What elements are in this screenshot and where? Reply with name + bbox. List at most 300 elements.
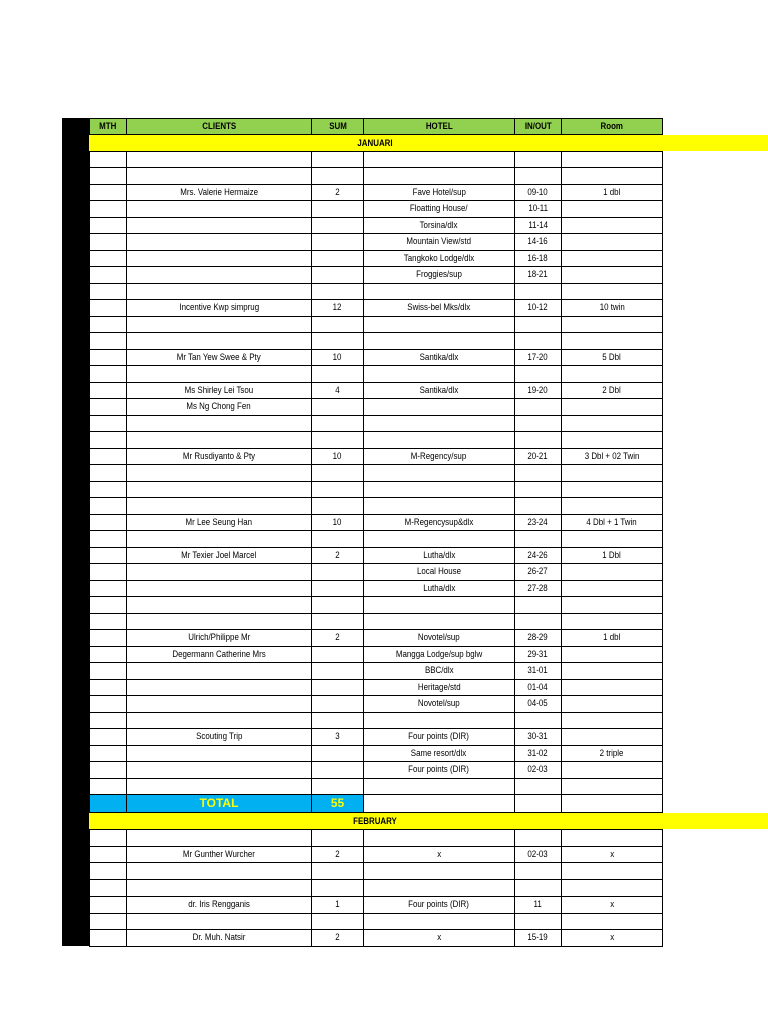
cell-hotel[interactable] (363, 448, 515, 465)
cell-in-out[interactable] (514, 398, 562, 415)
cell-sum[interactable] (311, 613, 364, 630)
cell-clients[interactable] (126, 481, 312, 498)
table-row (89, 332, 662, 349)
cell-clients[interactable] (126, 846, 312, 864)
cell-text: 1 (335, 898, 340, 909)
cell-sum[interactable] (311, 728, 364, 745)
cell-sum[interactable] (311, 646, 364, 663)
cell-clients[interactable] (126, 761, 312, 778)
cell-room[interactable] (561, 530, 663, 547)
cell-in-out[interactable] (514, 184, 562, 201)
cell-clients[interactable] (126, 332, 312, 349)
cell-room[interactable] (561, 200, 663, 217)
cell-in-out[interactable] (514, 913, 562, 931)
cell-clients[interactable] (126, 382, 312, 399)
cell-room[interactable] (561, 167, 663, 184)
cell-mth[interactable] (89, 596, 127, 613)
cell-text: 04-05 (527, 698, 549, 709)
cell-hotel[interactable] (363, 913, 515, 931)
cell-room[interactable] (561, 233, 663, 250)
cell-sum[interactable] (311, 431, 364, 448)
cell-in-out[interactable] (514, 662, 562, 679)
cell-mth[interactable] (89, 200, 127, 217)
cell-room[interactable] (561, 299, 663, 316)
cell-in-out[interactable] (514, 613, 562, 630)
cell-in-out[interactable] (514, 846, 562, 864)
cell-clients[interactable] (126, 266, 312, 283)
cell-hotel[interactable] (363, 299, 515, 316)
cell-text: dr. Iris Rengganis (188, 898, 250, 909)
total-mth-cell[interactable] (89, 794, 127, 813)
cell-room[interactable] (561, 217, 663, 234)
cell-mth[interactable] (89, 233, 127, 250)
cell-sum[interactable] (311, 250, 364, 267)
cell-room[interactable] (561, 365, 663, 382)
cell-sum[interactable] (311, 530, 364, 547)
cell-room[interactable] (561, 896, 663, 914)
cell-sum[interactable] (311, 283, 364, 300)
cell-sum[interactable] (311, 217, 364, 234)
cell-room[interactable] (561, 332, 663, 349)
cell-mth[interactable] (89, 712, 127, 729)
cell-in-out[interactable] (514, 200, 562, 217)
cell-hotel[interactable] (363, 745, 515, 762)
cell-hotel[interactable] (363, 514, 515, 531)
cell-room[interactable] (561, 283, 663, 300)
cell-room[interactable] (561, 563, 663, 580)
cell-hotel[interactable] (363, 761, 515, 778)
cell-in-out[interactable] (514, 151, 562, 168)
cell-clients[interactable] (126, 679, 312, 696)
cell-room[interactable] (561, 514, 663, 531)
cell-mth[interactable] (89, 862, 127, 880)
cell-clients[interactable] (126, 896, 312, 914)
column-header-room[interactable] (561, 118, 663, 135)
cell-mth[interactable] (89, 217, 127, 234)
cell-mth[interactable] (89, 365, 127, 382)
cell-room[interactable] (561, 151, 663, 168)
cell-hotel[interactable] (363, 398, 515, 415)
cell-room[interactable] (561, 662, 663, 679)
cell-room[interactable] (561, 382, 663, 399)
column-header-in-out[interactable] (514, 118, 562, 135)
cell-sum[interactable] (311, 151, 364, 168)
table-row (89, 266, 662, 283)
cell-room[interactable] (561, 481, 663, 498)
cell-mth[interactable] (89, 846, 127, 864)
cell-mth[interactable] (89, 250, 127, 267)
cell-mth[interactable] (89, 415, 127, 432)
cell-in-out[interactable] (514, 896, 562, 914)
cell-sum[interactable] (311, 629, 364, 646)
cell-mth[interactable] (89, 580, 127, 597)
cell-mth[interactable] (89, 184, 127, 201)
cell-room[interactable] (561, 712, 663, 729)
cell-text: 1 dbl (603, 632, 621, 643)
cell-mth[interactable] (89, 761, 127, 778)
cell-clients[interactable] (126, 580, 312, 597)
cell-hotel[interactable] (363, 862, 515, 880)
cell-room[interactable] (561, 913, 663, 931)
cell-hotel[interactable] (363, 349, 515, 366)
cell-clients[interactable] (126, 398, 312, 415)
cell-room[interactable] (561, 398, 663, 415)
cell-clients[interactable] (126, 464, 312, 481)
cell-mth[interactable] (89, 879, 127, 897)
cell-hotel[interactable] (363, 530, 515, 547)
cell-room[interactable] (561, 778, 663, 795)
cell-clients[interactable] (126, 563, 312, 580)
cell-in-out[interactable] (514, 233, 562, 250)
cell-clients[interactable] (126, 728, 312, 745)
cell-in-out[interactable] (514, 580, 562, 597)
cell-clients[interactable] (126, 514, 312, 531)
cell-clients[interactable] (126, 299, 312, 316)
cell-clients[interactable] (126, 283, 312, 300)
cell-sum[interactable] (311, 778, 364, 795)
cell-room[interactable] (561, 266, 663, 283)
cell-in-out[interactable] (514, 382, 562, 399)
cell-in-out[interactable] (514, 879, 562, 897)
cell-hotel[interactable] (363, 613, 515, 630)
cell-room[interactable] (561, 580, 663, 597)
cell-hotel[interactable] (363, 167, 515, 184)
cell-mth[interactable] (89, 896, 127, 914)
total-room-cell[interactable] (561, 794, 663, 813)
cell-mth[interactable] (89, 167, 127, 184)
cell-clients[interactable] (126, 250, 312, 267)
cell-clients[interactable] (126, 431, 312, 448)
cell-clients[interactable] (126, 745, 312, 762)
cell-hotel[interactable] (363, 184, 515, 201)
cell-room[interactable] (561, 761, 663, 778)
cell-hotel[interactable] (363, 829, 515, 847)
cell-hotel[interactable] (363, 929, 515, 947)
cell-hotel[interactable] (363, 266, 515, 283)
cell-sum[interactable] (311, 299, 364, 316)
cell-in-out[interactable] (514, 646, 562, 663)
cell-in-out[interactable] (514, 596, 562, 613)
cell-room[interactable] (561, 829, 663, 847)
cell-sum[interactable] (311, 200, 364, 217)
cell-sum[interactable] (311, 896, 364, 914)
cell-in-out[interactable] (514, 349, 562, 366)
cell-room[interactable] (561, 879, 663, 897)
cell-sum[interactable] (311, 596, 364, 613)
cell-in-out[interactable] (514, 464, 562, 481)
cell-in-out[interactable] (514, 563, 562, 580)
cell-clients[interactable] (126, 695, 312, 712)
cell-room[interactable] (561, 250, 663, 267)
cell-clients[interactable] (126, 233, 312, 250)
cell-hotel[interactable] (363, 846, 515, 864)
cell-sum[interactable] (311, 712, 364, 729)
cell-in-out[interactable] (514, 365, 562, 382)
cell-room[interactable] (561, 431, 663, 448)
cell-mth[interactable] (89, 745, 127, 762)
cell-mth[interactable] (89, 662, 127, 679)
cell-mth[interactable] (89, 829, 127, 847)
cell-text: Mr Tan Yew Swee & Pty (177, 351, 261, 362)
cell-room[interactable] (561, 464, 663, 481)
table-row (89, 613, 662, 630)
cell-in-out[interactable] (514, 448, 562, 465)
cell-room[interactable] (561, 349, 663, 366)
cell-mth[interactable] (89, 398, 127, 415)
cell-mth[interactable] (89, 778, 127, 795)
column-header-hotel[interactable] (363, 118, 515, 135)
cell-mth[interactable] (89, 514, 127, 531)
column-header-sum[interactable] (311, 118, 364, 135)
cell-in-out[interactable] (514, 629, 562, 646)
cell-in-out[interactable] (514, 728, 562, 745)
cell-mth[interactable] (89, 929, 127, 947)
cell-clients[interactable] (126, 530, 312, 547)
cell-sum[interactable] (311, 167, 364, 184)
cell-clients[interactable] (126, 596, 312, 613)
cell-clients[interactable] (126, 862, 312, 880)
cell-room[interactable] (561, 846, 663, 864)
cell-sum[interactable] (311, 448, 364, 465)
cell-clients[interactable] (126, 349, 312, 366)
cell-in-out[interactable] (514, 829, 562, 847)
cell-in-out[interactable] (514, 862, 562, 880)
cell-mth[interactable] (89, 497, 127, 514)
cell-mth[interactable] (89, 431, 127, 448)
cell-sum[interactable] (311, 233, 364, 250)
cell-in-out[interactable] (514, 299, 562, 316)
cell-sum[interactable] (311, 514, 364, 531)
cell-sum[interactable] (311, 398, 364, 415)
cell-room[interactable] (561, 613, 663, 630)
cell-clients[interactable] (126, 879, 312, 897)
cell-hotel[interactable] (363, 629, 515, 646)
cell-in-out[interactable] (514, 332, 562, 349)
cell-text: 2 (335, 549, 340, 560)
cell-hotel[interactable] (363, 233, 515, 250)
cell-sum[interactable] (311, 761, 364, 778)
cell-clients[interactable] (126, 184, 312, 201)
cell-sum[interactable] (311, 679, 364, 696)
cell-mth[interactable] (89, 629, 127, 646)
cell-sum[interactable] (311, 862, 364, 880)
cell-mth[interactable] (89, 728, 127, 745)
cell-in-out[interactable] (514, 167, 562, 184)
column-header-mth[interactable] (89, 118, 127, 135)
cell-clients[interactable] (126, 415, 312, 432)
cell-in-out[interactable] (514, 530, 562, 547)
cell-sum[interactable] (311, 547, 364, 564)
column-header-clients[interactable] (126, 118, 312, 135)
cell-clients[interactable] (126, 547, 312, 564)
cell-sum[interactable] (311, 415, 364, 432)
cell-room[interactable] (561, 415, 663, 432)
cell-hotel[interactable] (363, 250, 515, 267)
cell-in-out[interactable] (514, 415, 562, 432)
cell-mth[interactable] (89, 646, 127, 663)
cell-hotel[interactable] (363, 646, 515, 663)
cell-hotel[interactable] (363, 580, 515, 597)
cell-hotel[interactable] (363, 332, 515, 349)
cell-hotel[interactable] (363, 151, 515, 168)
cell-sum[interactable] (311, 497, 364, 514)
cell-hotel[interactable] (363, 563, 515, 580)
cell-hotel[interactable] (363, 382, 515, 399)
cell-clients[interactable] (126, 316, 312, 333)
cell-mth[interactable] (89, 464, 127, 481)
cell-hotel[interactable] (363, 217, 515, 234)
cell-clients[interactable] (126, 913, 312, 931)
cell-mth[interactable] (89, 448, 127, 465)
total-label-cell[interactable] (126, 794, 312, 813)
cell-hotel[interactable] (363, 728, 515, 745)
cell-hotel[interactable] (363, 879, 515, 897)
cell-room[interactable] (561, 448, 663, 465)
cell-hotel[interactable] (363, 778, 515, 795)
cell-sum[interactable] (311, 829, 364, 847)
cell-hotel[interactable] (363, 283, 515, 300)
cell-in-out[interactable] (514, 679, 562, 696)
cell-in-out[interactable] (514, 712, 562, 729)
cell-hotel[interactable] (363, 662, 515, 679)
cell-clients[interactable] (126, 200, 312, 217)
cell-mth[interactable] (89, 332, 127, 349)
cell-clients[interactable] (126, 646, 312, 663)
cell-sum[interactable] (311, 382, 364, 399)
cell-hotel[interactable] (363, 896, 515, 914)
cell-sum[interactable] (311, 929, 364, 947)
cell-hotel[interactable] (363, 695, 515, 712)
cell-room[interactable] (561, 862, 663, 880)
cell-room[interactable] (561, 695, 663, 712)
cell-room[interactable] (561, 646, 663, 663)
cell-sum[interactable] (311, 464, 364, 481)
cell-mth[interactable] (89, 283, 127, 300)
cell-clients[interactable] (126, 829, 312, 847)
cell-sum[interactable] (311, 913, 364, 931)
cell-in-out[interactable] (514, 547, 562, 564)
cell-room[interactable] (561, 629, 663, 646)
cell-clients[interactable] (126, 167, 312, 184)
cell-hotel[interactable] (363, 365, 515, 382)
cell-sum[interactable] (311, 481, 364, 498)
cell-in-out[interactable] (514, 250, 562, 267)
total-value-cell[interactable] (311, 794, 364, 813)
cell-in-out[interactable] (514, 514, 562, 531)
cell-mth[interactable] (89, 695, 127, 712)
cell-in-out[interactable] (514, 745, 562, 762)
cell-room[interactable] (561, 728, 663, 745)
cell-clients[interactable] (126, 497, 312, 514)
cell-in-out[interactable] (514, 283, 562, 300)
cell-sum[interactable] (311, 563, 364, 580)
cell-text: 01-04 (527, 681, 549, 692)
cell-text: 24-26 (527, 549, 549, 560)
cell-sum[interactable] (311, 332, 364, 349)
cell-mth[interactable] (89, 679, 127, 696)
cell-room[interactable] (561, 547, 663, 564)
cell-clients[interactable] (126, 365, 312, 382)
cell-in-out[interactable] (514, 431, 562, 448)
cell-clients[interactable] (126, 778, 312, 795)
cell-hotel[interactable] (363, 316, 515, 333)
cell-room[interactable] (561, 497, 663, 514)
cell-text: x (610, 898, 614, 909)
cell-room[interactable] (561, 929, 663, 947)
cell-hotel[interactable] (363, 679, 515, 696)
cell-clients[interactable] (126, 217, 312, 234)
cell-room[interactable] (561, 745, 663, 762)
cell-sum[interactable] (311, 695, 364, 712)
cell-sum[interactable] (311, 184, 364, 201)
cell-room[interactable] (561, 596, 663, 613)
cell-sum[interactable] (311, 745, 364, 762)
cell-sum[interactable] (311, 580, 364, 597)
cell-mth[interactable] (89, 299, 127, 316)
cell-sum[interactable] (311, 316, 364, 333)
cell-sum[interactable] (311, 365, 364, 382)
cell-mth[interactable] (89, 530, 127, 547)
cell-clients[interactable] (126, 613, 312, 630)
cell-mth[interactable] (89, 266, 127, 283)
cell-sum[interactable] (311, 349, 364, 366)
cell-hotel[interactable] (363, 431, 515, 448)
cell-clients[interactable] (126, 662, 312, 679)
cell-mth[interactable] (89, 563, 127, 580)
cell-clients[interactable] (126, 929, 312, 947)
cell-sum[interactable] (311, 662, 364, 679)
cell-in-out[interactable] (514, 481, 562, 498)
cell-in-out[interactable] (514, 695, 562, 712)
cell-mth[interactable] (89, 349, 127, 366)
cell-mth[interactable] (89, 382, 127, 399)
cell-clients[interactable] (126, 151, 312, 168)
cell-in-out[interactable] (514, 778, 562, 795)
total-inout-cell[interactable] (514, 794, 562, 813)
cell-clients[interactable] (126, 448, 312, 465)
cell-in-out[interactable] (514, 217, 562, 234)
cell-clients[interactable] (126, 712, 312, 729)
cell-mth[interactable] (89, 481, 127, 498)
cell-hotel[interactable] (363, 415, 515, 432)
cell-hotel[interactable] (363, 497, 515, 514)
cell-mth[interactable] (89, 913, 127, 931)
cell-in-out[interactable] (514, 266, 562, 283)
cell-mth[interactable] (89, 613, 127, 630)
cell-hotel[interactable] (363, 712, 515, 729)
cell-sum[interactable] (311, 266, 364, 283)
cell-hotel[interactable] (363, 464, 515, 481)
cell-in-out[interactable] (514, 497, 562, 514)
cell-hotel[interactable] (363, 596, 515, 613)
cell-room[interactable] (561, 184, 663, 201)
cell-in-out[interactable] (514, 929, 562, 947)
cell-mth[interactable] (89, 547, 127, 564)
cell-room[interactable] (561, 316, 663, 333)
cell-in-out[interactable] (514, 761, 562, 778)
cell-sum[interactable] (311, 846, 364, 864)
cell-hotel[interactable] (363, 200, 515, 217)
cell-sum[interactable] (311, 879, 364, 897)
cell-clients[interactable] (126, 629, 312, 646)
cell-room[interactable] (561, 679, 663, 696)
cell-hotel[interactable] (363, 547, 515, 564)
cell-in-out[interactable] (514, 316, 562, 333)
cell-mth[interactable] (89, 316, 127, 333)
total-hotel-cell[interactable] (363, 794, 515, 813)
cell-hotel[interactable] (363, 481, 515, 498)
cell-mth[interactable] (89, 151, 127, 168)
